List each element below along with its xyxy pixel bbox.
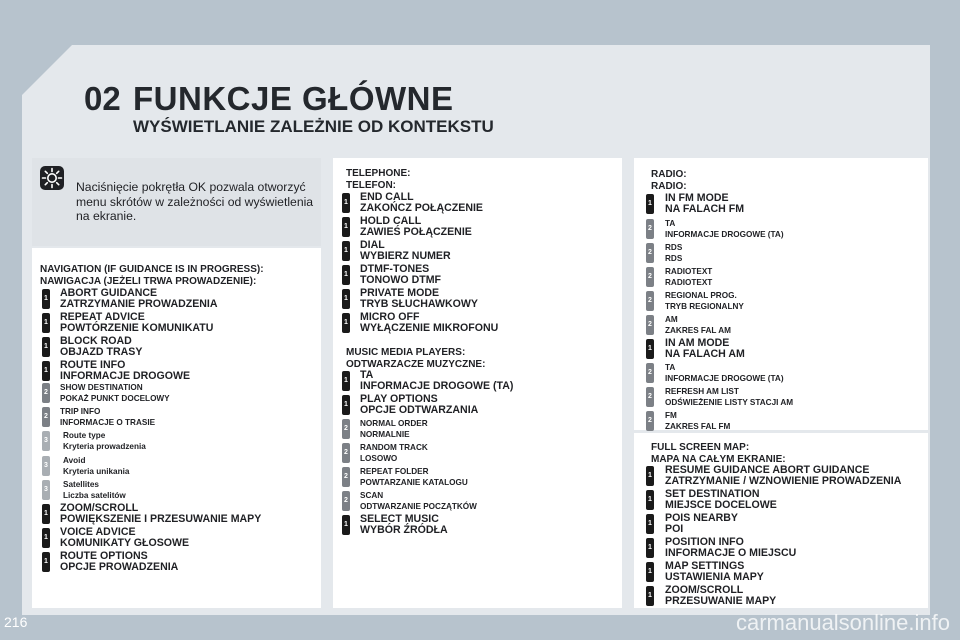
telephone-heading bbox=[346, 168, 410, 191]
menu-item-label-en: REPEAT ADVICE bbox=[60, 311, 145, 323]
menu-item-label-en: POIS NEARBY bbox=[665, 512, 738, 524]
menu-item-label-pl: WYBÓR ŹRÓDŁA bbox=[360, 524, 448, 536]
menu-level-badge: 1 bbox=[342, 371, 350, 391]
menu-item-label-en: SELECT MUSIC bbox=[360, 513, 439, 525]
menu-item-label-en: TA bbox=[665, 219, 676, 228]
menu-item-label-pl: RDS bbox=[665, 254, 683, 263]
menu-level-badge: 1 bbox=[42, 361, 50, 381]
menu-item-label-en: DTMF-TONES bbox=[360, 263, 430, 275]
menu-item-label-pl: NORMALNIE bbox=[360, 430, 410, 439]
menu-item-label-en: TRIP INFO bbox=[60, 407, 101, 416]
menu-item-label-en: IN AM MODE bbox=[665, 337, 730, 349]
radio-heading-pl: RADIO: bbox=[651, 180, 687, 192]
menu-level-badge: 3 bbox=[42, 480, 50, 500]
menu-level-badge: 1 bbox=[42, 528, 50, 548]
menu-item-label-pl: INFORMACJE O TRASIE bbox=[60, 418, 156, 427]
menu-item-label-pl: INFORMACJE DROGOWE bbox=[60, 370, 191, 382]
menu-item-label-pl: TRYB REGIONALNY bbox=[665, 302, 744, 311]
menu-level-badge: 1 bbox=[646, 490, 654, 510]
menu-level-badge: 1 bbox=[42, 504, 50, 524]
menu-item-label-en: Satellites bbox=[63, 480, 99, 489]
menu-level-badge: 2 bbox=[646, 291, 654, 311]
menu-item-label-pl: TONOWO DTMF bbox=[360, 274, 442, 286]
menu-item-label-en: PRIVATE MODE bbox=[360, 287, 440, 299]
menu-level-badge: 2 bbox=[646, 411, 654, 431]
menu-level-badge: 1 bbox=[42, 337, 50, 357]
menu-item-label-pl: KOMUNIKATY GŁOSOWE bbox=[60, 537, 190, 549]
menu-item-label-en: SCAN bbox=[360, 491, 384, 500]
menu-item-label-pl: USTAWIENIA MAPY bbox=[665, 571, 764, 583]
menu-item-label-en: FM bbox=[665, 411, 677, 420]
menu-item-label-en: NORMAL ORDER bbox=[360, 419, 428, 428]
menu-item-label-pl: RADIOTEXT bbox=[665, 278, 713, 287]
navigation-heading bbox=[40, 264, 264, 287]
menu-level-badge: 2 bbox=[42, 383, 50, 403]
menu-item-label-en: Avoid bbox=[63, 456, 86, 465]
menu-level-badge: 1 bbox=[42, 552, 50, 572]
menu-item-label-en: ABORT GUIDANCE bbox=[60, 287, 158, 299]
chapter-subtitle: WYŚWIETLANIE ZALEŻNIE OD KONTEKSTU bbox=[133, 117, 494, 136]
menu-level-badge: 2 bbox=[342, 443, 350, 463]
menu-item-label-pl: OBJAZD TRASY bbox=[60, 346, 143, 358]
menu-item-label-en: MAP SETTINGS bbox=[665, 560, 745, 572]
menu-item-label-pl: MIEJSCE DOCELOWE bbox=[665, 499, 777, 511]
chapter-title: FUNKCJE GŁÓWNE bbox=[133, 80, 454, 117]
menu-level-badge: 3 bbox=[42, 431, 50, 451]
menu-item-label-en: Route type bbox=[63, 431, 106, 440]
menu-level-badge: 2 bbox=[646, 267, 654, 287]
menu-item-label-en: ZOOM/SCROLL bbox=[60, 502, 139, 514]
menu-item-label-en: REPEAT FOLDER bbox=[360, 467, 429, 476]
menu-level-badge: 2 bbox=[646, 387, 654, 407]
menu-item-label-en: AM bbox=[665, 315, 678, 324]
menu-level-badge: 1 bbox=[646, 514, 654, 534]
menu-item-label-pl: OPCJE PROWADZENIA bbox=[60, 561, 179, 573]
menu-level-badge: 1 bbox=[342, 395, 350, 415]
music-heading bbox=[346, 347, 485, 370]
menu-level-badge: 1 bbox=[342, 217, 350, 237]
menu-level-badge: 1 bbox=[646, 586, 654, 606]
menu-item-label-en: RADIOTEXT bbox=[665, 267, 713, 276]
menu-item-label-en: IN FM MODE bbox=[665, 192, 729, 204]
menu-item-label-pl: ZAWIEŚ POŁĄCZENIE bbox=[360, 226, 472, 238]
menu-level-badge: 2 bbox=[42, 407, 50, 427]
menu-level-badge: 3 bbox=[42, 456, 50, 476]
music-heading-en: MUSIC MEDIA PLAYERS: bbox=[346, 347, 466, 358]
menu-item-label-en: END CALL bbox=[360, 191, 414, 203]
fullscreen-heading-pl: MAPA NA CAŁYM EKRANIE: bbox=[651, 453, 786, 465]
menu-item-label-pl: INFORMACJE DROGOWE (TA) bbox=[665, 374, 784, 383]
menu-item-label-pl: POWTÓRZENIE KOMUNIKATU bbox=[60, 322, 214, 334]
fullscreen-heading-en: FULL SCREEN MAP: bbox=[651, 442, 750, 453]
radio-heading-en: RADIO: bbox=[651, 169, 687, 180]
page-number: 216 bbox=[4, 614, 28, 630]
music-heading-pl: ODTWARZACZE MUZYCZNE: bbox=[346, 358, 486, 370]
menu-level-badge: 1 bbox=[342, 313, 350, 333]
menu-item-label-en: POSITION INFO bbox=[665, 536, 744, 548]
menu-item-label-pl: NA FALACH AM bbox=[665, 348, 745, 360]
menu-item-label-pl: LOSOWO bbox=[360, 454, 398, 463]
menu-item-label-pl: ZAKRES FAL AM bbox=[665, 326, 731, 335]
watermark: carmanualsonline.info bbox=[735, 610, 950, 635]
tip-sun-icon bbox=[40, 166, 64, 190]
menu-item-label-en: REFRESH AM LIST bbox=[665, 387, 739, 396]
menu-item-label-pl: INFORMACJE DROGOWE (TA) bbox=[665, 230, 784, 239]
fullscreen-map-heading bbox=[651, 442, 786, 465]
menu-item-label-pl: INFORMACJE DROGOWE (TA) bbox=[360, 380, 514, 392]
navigation-heading-en: NAVIGATION (IF GUIDANCE IS IN PROGRESS): bbox=[40, 264, 264, 275]
menu-item-label-pl: ZAKOŃCZ POŁĄCZENIE bbox=[360, 202, 484, 214]
menu-item-label-en: SET DESTINATION bbox=[665, 488, 760, 500]
menu-item-label-en: VOICE ADVICE bbox=[60, 526, 136, 538]
menu-item-label-pl: PRZESUWANIE MAPY bbox=[665, 595, 777, 607]
menu-item-label-en: ZOOM/SCROLL bbox=[665, 584, 744, 596]
menu-level-badge: 1 bbox=[646, 339, 654, 359]
menu-item-label-en: BLOCK ROAD bbox=[60, 335, 132, 347]
menu-item-label-pl: Kryteria unikania bbox=[63, 467, 130, 476]
menu-item-label-en: TA bbox=[360, 369, 374, 381]
menu-level-badge: 1 bbox=[42, 313, 50, 333]
menu-item-label-en: ROUTE INFO bbox=[60, 359, 126, 371]
chapter-number: 02 bbox=[84, 80, 121, 117]
tip-text: Naciśnięcie pokrętła OK pozwala otworzyć menu skrótów w zależności od wyświetlenia na ekranie. bbox=[76, 180, 314, 223]
menu-item-label-en: DIAL bbox=[360, 239, 385, 251]
menu-level-badge: 2 bbox=[342, 419, 350, 439]
navigation-heading-pl: NAWIGACJA (JEŻELI TRWA PROWADZENIE): bbox=[40, 275, 257, 287]
menu-item-label-pl: ODŚWIEŻENIE LISTY STACJI AM bbox=[665, 398, 794, 407]
menu-level-badge: 1 bbox=[342, 515, 350, 535]
menu-item-label-en: RESUME GUIDANCE ABORT GUIDANCE bbox=[665, 464, 870, 476]
menu-item-label-pl: POWIĘKSZENIE I PRZESUWANIE MAPY bbox=[60, 513, 262, 525]
menu-level-badge: 1 bbox=[342, 193, 350, 213]
menu-item-label-pl: WYŁĄCZENIE MIKROFONU bbox=[360, 322, 499, 334]
menu-level-badge: 2 bbox=[646, 243, 654, 263]
menu-level-badge: 2 bbox=[646, 363, 654, 383]
menu-level-badge: 1 bbox=[646, 466, 654, 486]
menu-item-label-pl: Kryteria prowadzenia bbox=[63, 442, 146, 451]
menu-item-label-pl: ZATRZYMANIE PROWADZENIA bbox=[60, 298, 218, 310]
menu-item-label-pl: Liczba satelitów bbox=[63, 491, 126, 500]
telephone-heading-en: TELEPHONE: bbox=[346, 168, 411, 179]
menu-item-label-en: HOLD CALL bbox=[360, 215, 422, 227]
menu-item-label-pl: TRYB SŁUCHAWKOWY bbox=[360, 298, 478, 310]
menu-item-label-en: PLAY OPTIONS bbox=[360, 393, 438, 405]
menu-level-badge: 2 bbox=[342, 491, 350, 511]
menu-item-label-pl: POKAŻ PUNKT DOCELOWY bbox=[60, 394, 170, 403]
menu-item-label-pl: INFORMACJE O MIEJSCU bbox=[665, 547, 797, 559]
menu-level-badge: 1 bbox=[342, 241, 350, 261]
menu-level-badge: 1 bbox=[342, 265, 350, 285]
menu-item-label-pl: ODTWARZANIE POCZĄTKÓW bbox=[360, 502, 477, 511]
menu-item-label-en: SHOW DESTINATION bbox=[60, 383, 143, 392]
menu-item-label-en: RDS bbox=[665, 243, 683, 252]
menu-item-label-pl: POI bbox=[665, 523, 684, 535]
menu-item-label-en: TA bbox=[665, 363, 676, 372]
menu-item-label-pl: ZATRZYMANIE / WZNOWIENIE PROWADZENIA bbox=[665, 475, 902, 487]
menu-item-label-en: REGIONAL PROG. bbox=[665, 291, 737, 300]
menu-level-badge: 1 bbox=[646, 562, 654, 582]
menu-level-badge: 2 bbox=[646, 219, 654, 239]
menu-level-badge: 1 bbox=[342, 289, 350, 309]
menu-level-badge: 1 bbox=[646, 538, 654, 558]
menu-item-label-en: MICRO OFF bbox=[360, 311, 420, 323]
radio-heading bbox=[651, 169, 687, 192]
menu-level-badge: 1 bbox=[646, 194, 654, 214]
menu-item-label-en: ROUTE OPTIONS bbox=[60, 550, 148, 562]
menu-level-badge: 2 bbox=[342, 467, 350, 487]
menu-level-badge: 2 bbox=[646, 315, 654, 335]
menu-level-badge: 1 bbox=[42, 289, 50, 309]
menu-item-label-pl: WYBIERZ NUMER bbox=[360, 250, 451, 262]
menu-item-label-pl: POWTARZANIE KATALOGU bbox=[360, 478, 468, 487]
menu-item-label-pl: NA FALACH FM bbox=[665, 203, 745, 215]
telephone-heading-pl: TELEFON: bbox=[346, 179, 396, 191]
menu-item-label-pl: ZAKRES FAL FM bbox=[665, 422, 731, 431]
menu-item-label-pl: OPCJE ODTWARZANIA bbox=[360, 404, 479, 416]
menu-item-label-en: RANDOM TRACK bbox=[360, 443, 428, 452]
